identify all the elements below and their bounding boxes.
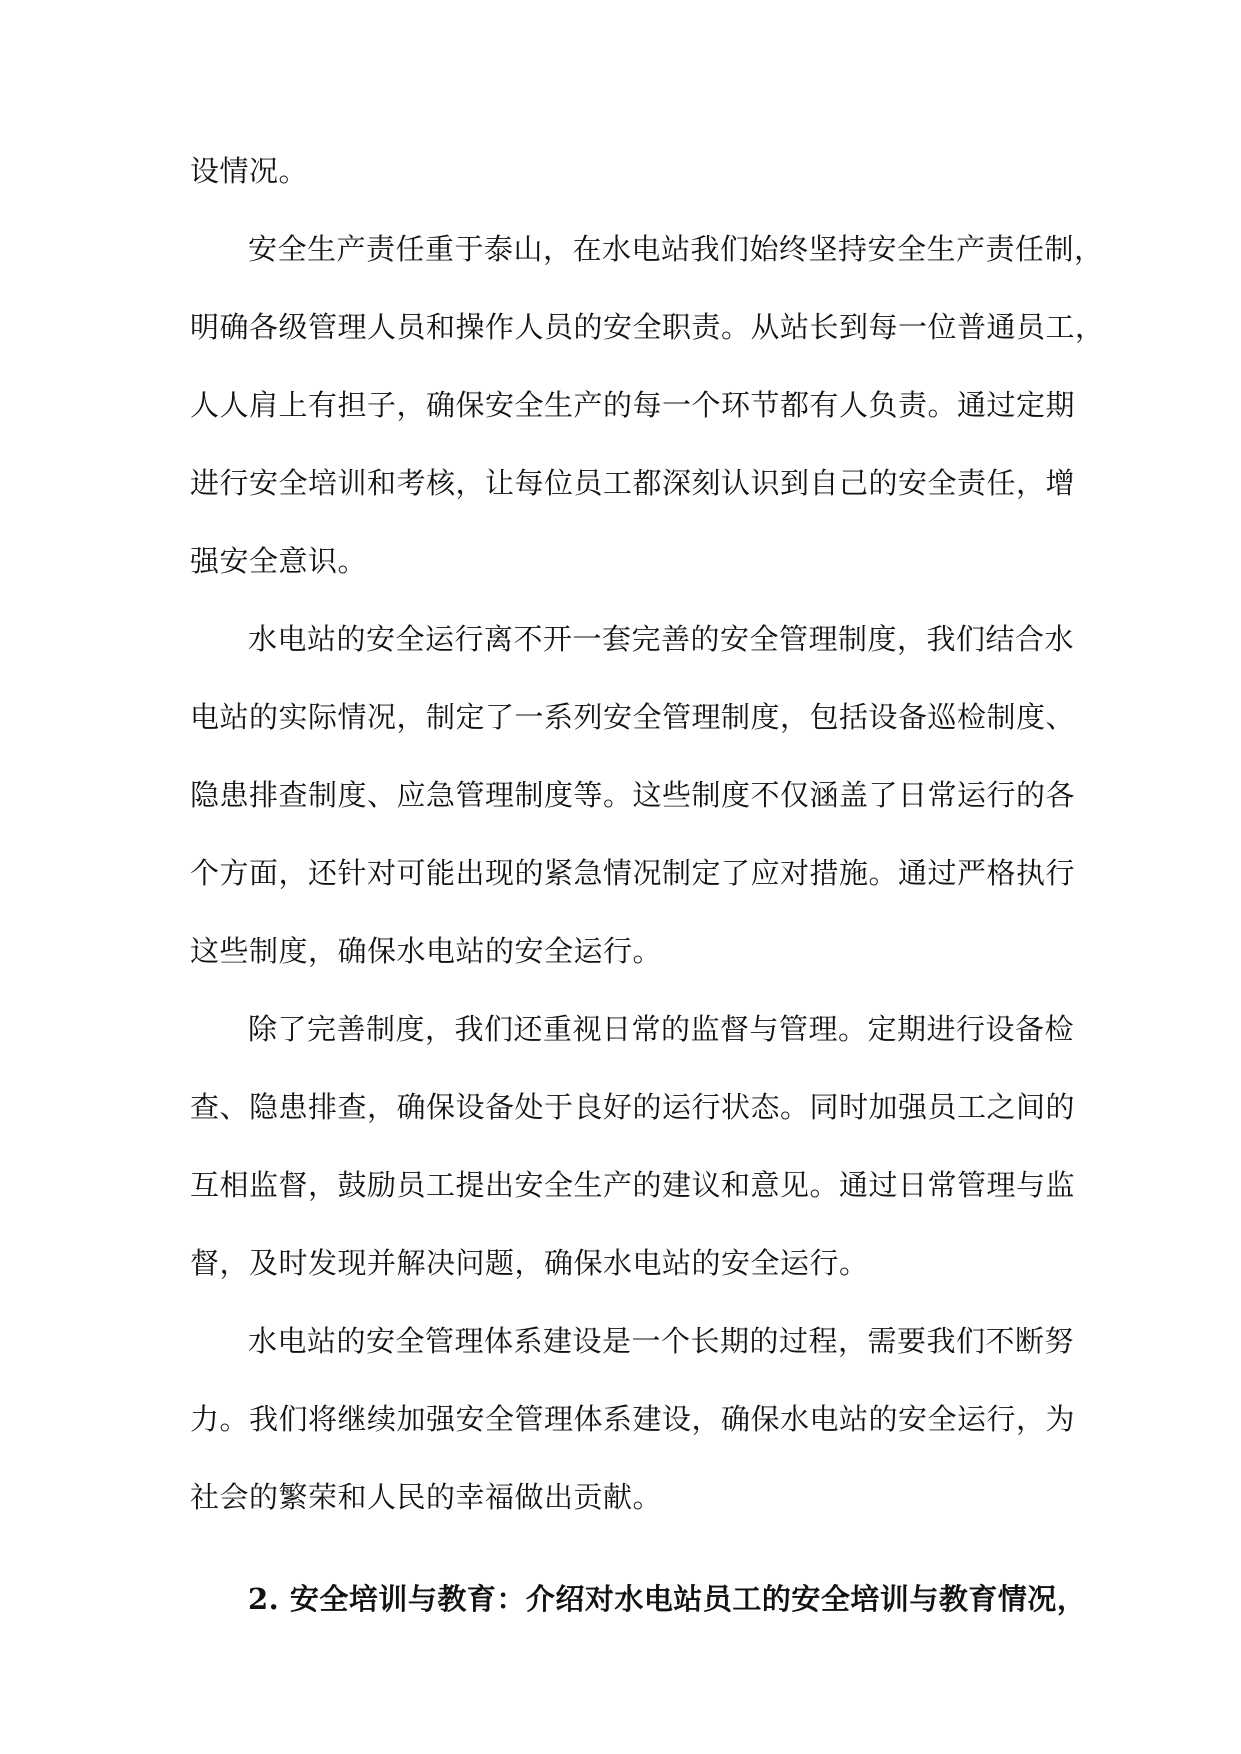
text-line: 进行安全培训和考核，让每位员工都深刻认识到自己的安全责任，增 bbox=[190, 466, 1076, 500]
text-line: 水电站的安全管理体系建设是一个长期的过程，需要我们不断努 bbox=[248, 1324, 1075, 1358]
section-heading: 2. 安全培训与教育：介绍对水电站员工的安全培训与教育情况， bbox=[248, 1582, 1087, 1616]
paragraph bbox=[190, 210, 1105, 600]
text-line: 除了完善制度，我们还重视日常的监督与管理。定期进行设备检 bbox=[248, 1012, 1075, 1046]
text-line: 设情况。 bbox=[190, 154, 309, 188]
text-line: 社会的繁荣和人民的幸福做出贡献。 bbox=[190, 1480, 663, 1514]
paragraph bbox=[190, 990, 1076, 1302]
text-line: 强安全意识。 bbox=[190, 544, 368, 578]
text-line: 明确各级管理人员和操作人员的安全职责。从站长到每一位普通员工， bbox=[190, 310, 1105, 344]
text-line: 督，及时发现并解决问题，确保水电站的安全运行。 bbox=[190, 1246, 869, 1280]
text-line: 查、隐患排查，确保设备处于良好的运行状态。同时加强员工之间的 bbox=[190, 1090, 1076, 1124]
text-line: 力。我们将继续加强安全管理体系建设，确保水电站的安全运行，为 bbox=[190, 1402, 1076, 1436]
text-line: 个方面，还针对可能出现的紧急情况制定了应对措施。通过严格执行 bbox=[190, 856, 1076, 890]
text-line: 这些制度，确保水电站的安全运行。 bbox=[190, 934, 663, 968]
document-body bbox=[190, 132, 1105, 1638]
text-line: 电站的实际情况，制定了一系列安全管理制度，包括设备巡检制度、 bbox=[190, 700, 1076, 734]
text-line: 水电站的安全运行离不开一套完善的安全管理制度，我们结合水 bbox=[248, 622, 1075, 656]
text-line: 安全生产责任重于泰山，在水电站我们始终坚持安全生产责任制， bbox=[248, 232, 1104, 266]
paragraph bbox=[190, 600, 1076, 990]
paragraph bbox=[190, 1302, 1076, 1536]
text-line: 互相监督，鼓励员工提出安全生产的建议和意见。通过日常管理与监 bbox=[190, 1168, 1076, 1202]
text-line: 隐患排查制度、应急管理制度等。这些制度不仅涵盖了日常运行的各 bbox=[190, 778, 1076, 812]
paragraph bbox=[190, 132, 1056, 210]
text-line: 人人肩上有担子，确保安全生产的每一个环节都有人负责。通过定期 bbox=[190, 388, 1076, 422]
